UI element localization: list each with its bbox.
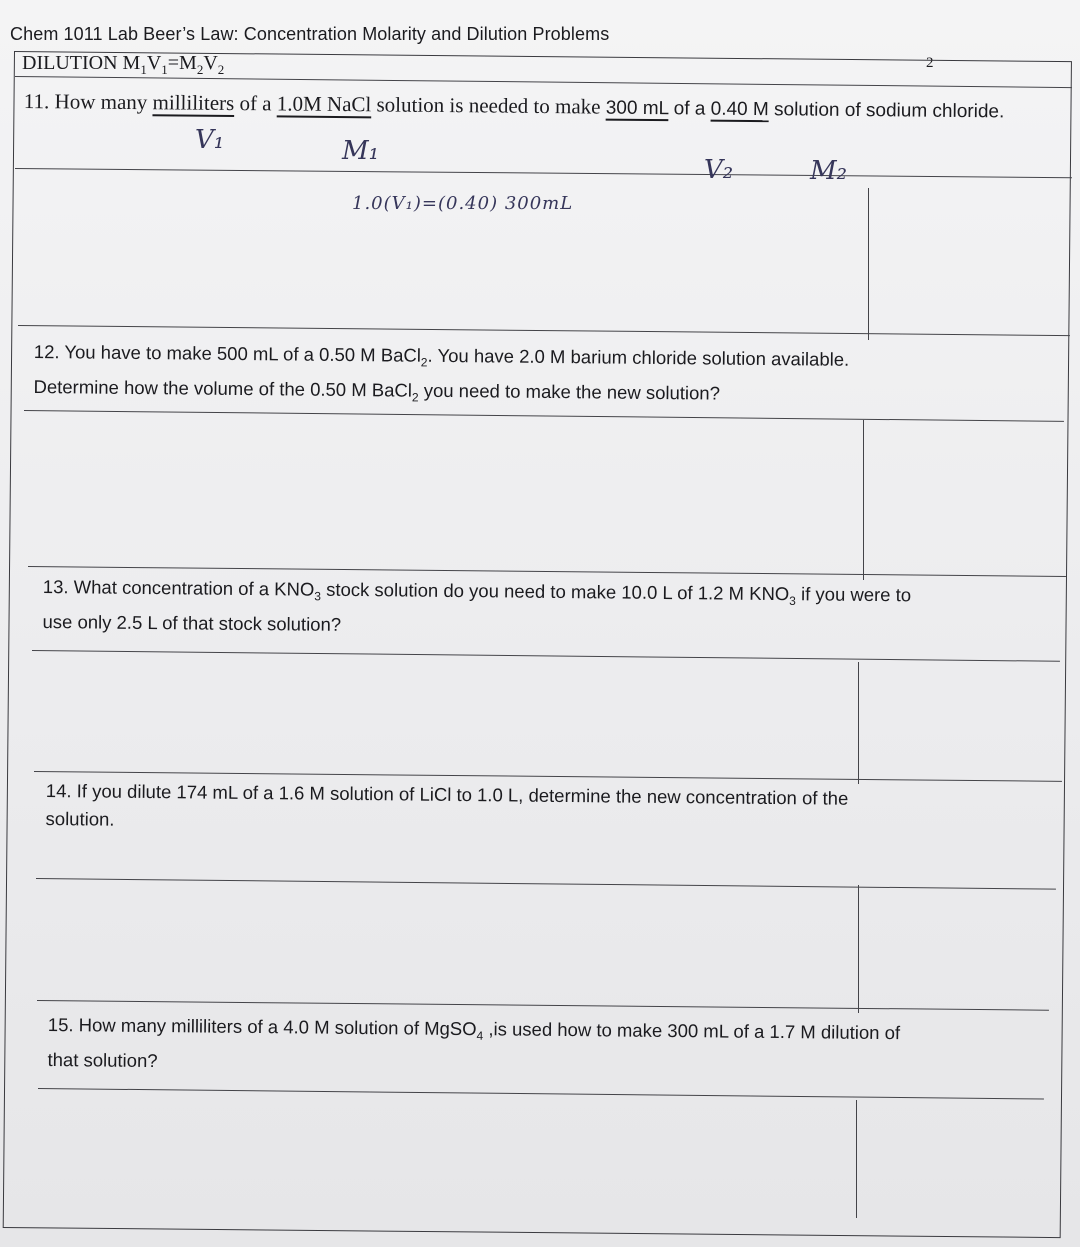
question-15: 15. How many milliliters of a 4.0 M solution of MgSO$_4$ ,is used how to make 300 mL of a 1.7 M dilution of that solution?: [47, 1013, 901, 1071]
question-13: 13. What concentration of a $KNO_3$ stock solution do you need to make 10.0 L of 1.2 M $KNO_3$ if you were to use only 2.5 L of that stock solution?: [42, 575, 912, 635]
question-14: 14. If you dilute 174 mL of a 1.6 M solution of LiCl to 1.0 L, determine the new concentration of the solution.: [45, 779, 849, 830]
handwritten-v2: V₂: [704, 155, 734, 185]
worksheet-header-title: Chem 1011 Lab Beer’s Law: Concentration Molarity and Dilution Problems: [10, 24, 610, 44]
handwritten-equation: 1.0(V₁)=(0.40) 300mL: [352, 193, 574, 214]
page-number: 2: [926, 55, 934, 71]
q13-box-divider: [858, 662, 859, 784]
q14-box-divider: [858, 885, 859, 1013]
handwritten-m1: M₁: [342, 136, 380, 166]
question-11: 11. How many milliliters of a 1.0M NaCl solution is needed to make 300 mL of a 0.40 M solution of sodium chloride.: [23, 88, 1005, 123]
question-12: 12. You have to make 500 mL of a 0.50 M BaCl$_2$. You have 2.0 M barium chloride solution available. Determine how the volume of the 0.50 M BaCl$_2$ you need to make the new solution?: [33, 340, 850, 405]
q12-box-divider: [863, 420, 864, 580]
q15-box-divider: [856, 1100, 857, 1218]
handwritten-m2: M₂: [810, 156, 848, 186]
handwritten-v1: V₁: [195, 125, 225, 155]
q11-box-divider: [868, 188, 869, 340]
dilution-formula-heading: DILUTION $M_1V_1=M_2V_2$: [22, 52, 225, 77]
